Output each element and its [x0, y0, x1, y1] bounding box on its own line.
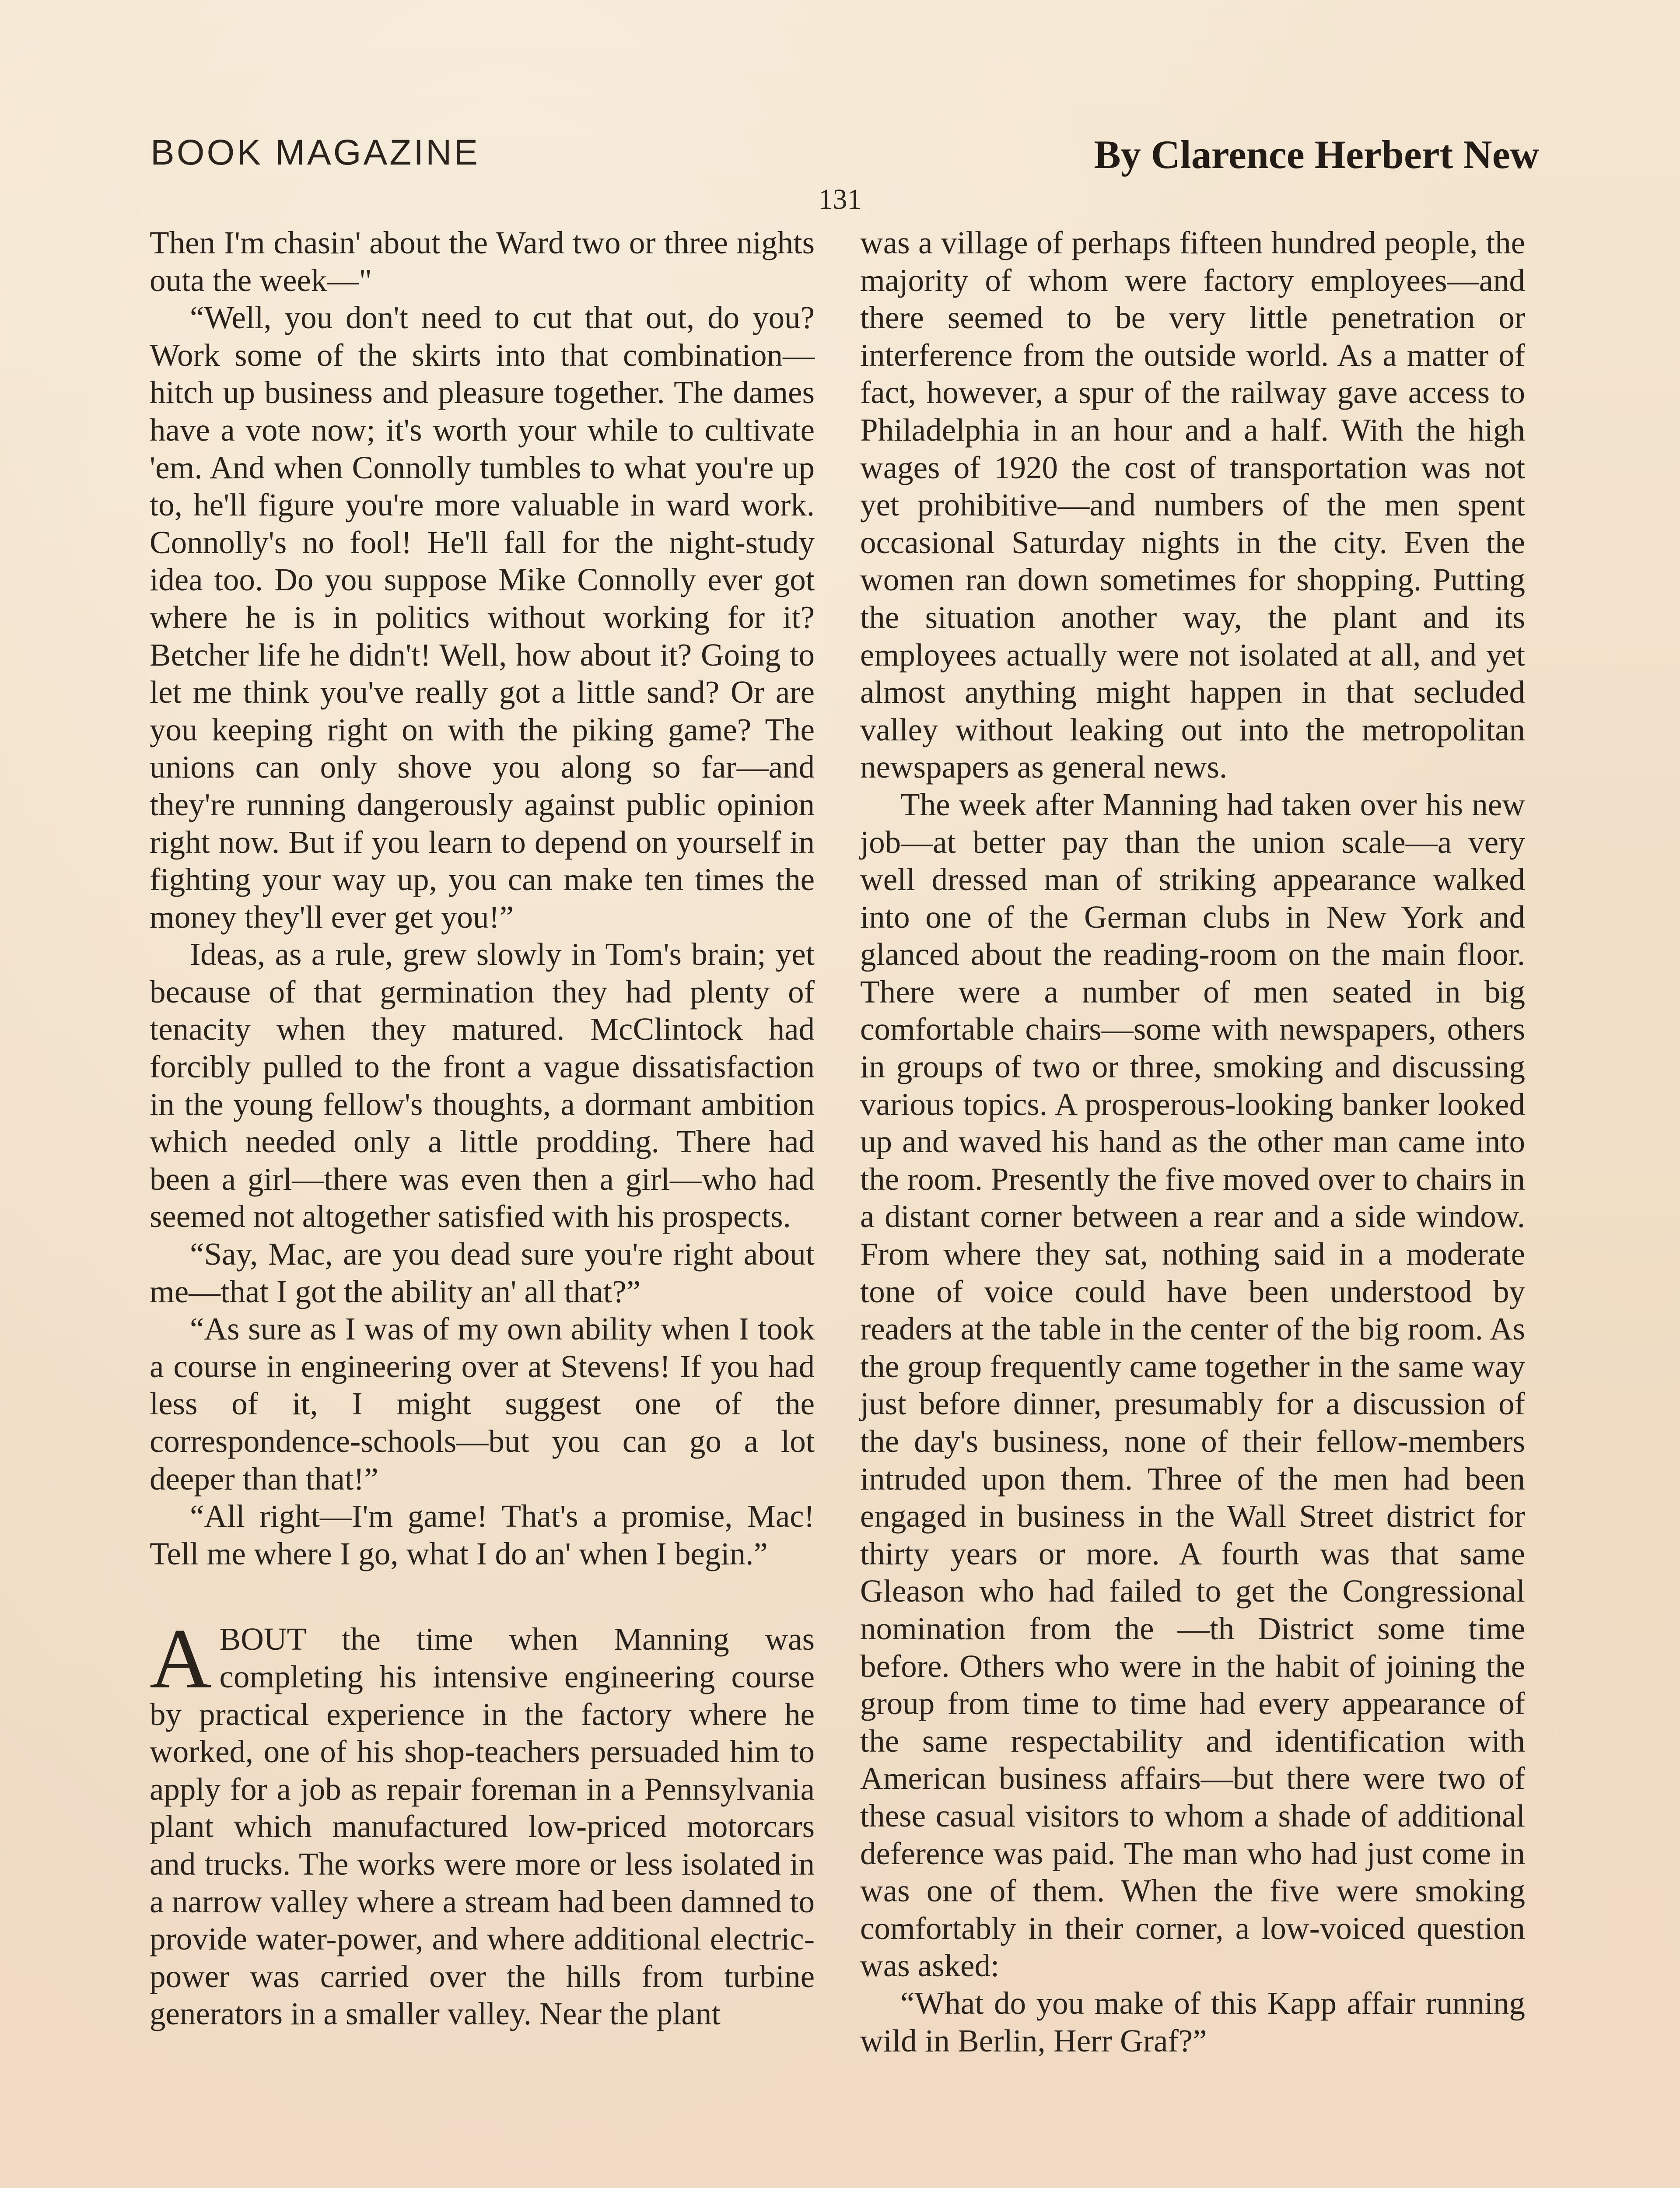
magazine-title: BOOK MAGAZINE [150, 133, 480, 172]
right-paragraph-1: was a village of perhaps fifteen hundred people, the majority of whom were factory employees—and there seemed to be very little penetration or interference from the outside world. As a matter of fact, however, a spur of the railway gave access to Philadelphia in an hour and a half. With the high wages of 1920 the cost of transportation was not yet prohibitive—and numbers of the men spent occasional Saturday nights in the city. Even the women ran down sometimes for shopping. Putting the situation another way, the plant and its employees actually were not isolated at all, and yet almost anything might happen in that secluded valley without leaking out into the metropolitan newspapers as general news. [860, 225, 1525, 785]
left-paragraph-6: “All right—I'm game! That's a promise, Mac! Tell me where I go, what I do an' when I begin.” [150, 1498, 815, 1571]
drop-cap-letter: A [150, 1611, 212, 1707]
left-paragraph-4: “Say, Mac, are you dead sure you're right about me—that I got the ability an' all that?” [150, 1236, 815, 1309]
right-column [860, 224, 1525, 2059]
left-column [150, 224, 815, 2033]
section-opening-paragraph [150, 1611, 815, 2033]
left-paragraph-5: “As sure as I was of my own ability when I took a course in engineering over at Stevens! If you had less of it, I might suggest one of the correspondence-schools—but you can go a lot deeper than that!” [150, 1311, 815, 1497]
left-paragraph-1: Then I'm chasin' about the Ward two or three nights outa the week—" [150, 225, 815, 298]
right-paragraph-3: “What do you make of this Kapp affair running wild in Berlin, Herr Graf?” [860, 1985, 1525, 2058]
right-paragraph-2: The week after Manning had taken over his new job—at better pay than the union scale—a very well dressed man of striking appearance walked into one of the German clubs in New York and glanced about the reading-room on the main floor. There were a number of men seated in big comfortable chairs—some with newspapers, others in groups of two or three, smoking and discussing various topics. A prosperous-looking banker looked up and waved his hand as the other man came into the room. Presently the five moved over to chairs in a distant corner between a rear and a side window. From where they sat, nothing said in a moderate tone of voice could have been understood by readers at the table in the center of the big room. As the group frequently came together in the same way just before dinner, presumably for a discussion of the day's business, none of their fellow-members intruded upon them. Three of the men had been engaged in business in the Wall Street district for thirty years or more. A fourth was that same Gleason who had failed to get the Congressional nomination from the —th District some time before. Others who were in the habit of joining the group from time to time had every appearance of the same respectability and identification with American business affairs—but there were two of these casual visitors to whom a shade of additional deference was paid. The man who had just come in was one of them. When the five were smoking comfortably in their corner, a low-voiced question was asked: [860, 786, 1525, 1984]
left-paragraph-2: “Well, you don't need to cut that out, do you? Work some of the skirts into that combination—hitch up business and pleasure together. The dames have a vote now; it's worth your while to cultivate 'em. And when Connolly tumbles to what you're up to, he'll figure you're more valuable in ward work. Connolly's no fool! He'll fall for the night-study idea too. Do you suppose Mike Connolly ever got where he is in politics without working for it? Betcher life he didn't! Well, how about it? Going to let me think you've really got a little sand? Or are you keeping right on with the piking game? The unions can only shove you along so far—and they're running dangerously against public opinion right now. But if you learn to depend on yourself in fighting your way up, you can make ten times the money they'll ever get you!” [150, 300, 815, 935]
author-byline: By Clarence Herbert New [1094, 132, 1539, 177]
left-paragraph-3: Ideas, as a rule, grew slowly in Tom's brain; yet because of that germination they had plenty of tenacity when they matured. McClintock had forcibly pulled to the front a vague dissatisfaction in the young fellow's thoughts, a dormant ambition which needed only a little prodding. There had been a girl—there was even then a girl—who had seemed not altogether satisfied with his prospects. [150, 936, 815, 1234]
section-opening-text: BOUT the time when Manning was completing his intensive engineering course by practical experience in the factory where he worked, one of his shop-teachers persuaded him to apply for a job as repair foreman in a Pennsylvania plant which manufactured low-priced motorcars and trucks. The works were more or less isolated in a narrow valley where a stream had been damned to provide water-power, and where additional electric-power was carried over the hills from turbine generators in a smaller valley. Near the plant [150, 1621, 815, 2032]
section-break [150, 1572, 815, 1620]
page-number: 131 [818, 183, 862, 215]
